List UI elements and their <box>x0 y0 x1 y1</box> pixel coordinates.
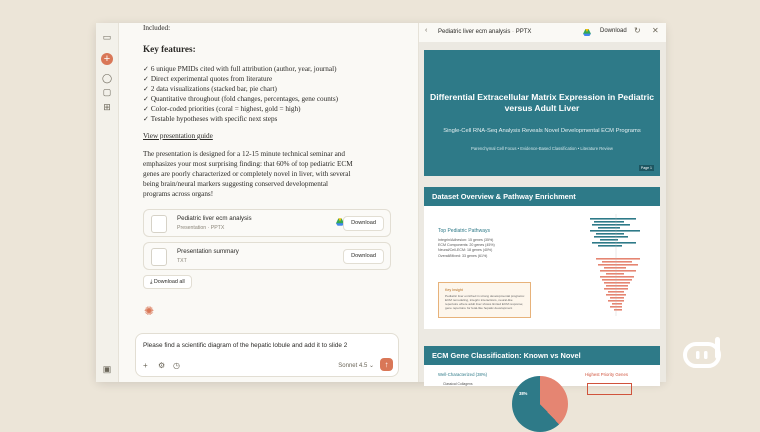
feature-item: ✓ 2 data visualizations (stacked bar, pie chart) <box>143 85 277 93</box>
feature-item: ✓ Direct experimental quotes from literature <box>143 75 273 83</box>
slide-3 <box>424 346 660 396</box>
file-icon <box>151 248 167 266</box>
feature-item: ✓ 6 unique PMIDs cited with full attribution (author, year, journal) <box>143 65 337 73</box>
sidebar-rail <box>96 23 119 382</box>
model-label: Sonnet 4.5 <box>338 363 368 369</box>
file-card-txt[interactable] <box>143 242 391 270</box>
feature-item: ✓ Color-coded priorities (coral = highest, gold = high) <box>143 105 301 113</box>
priority-genes-heading: Highest Priority Genes <box>585 372 628 377</box>
panel-file-type: PPTX <box>515 29 532 35</box>
feature-item: ✓ Testable hypotheses with specific next steps <box>143 115 278 123</box>
slide-1-meta: Parenchymal Cell Focus • Evidence-Based Classification • Literature Review <box>471 146 613 151</box>
panel-title: Pediatric liver ecm analysis · PPTX <box>438 29 532 35</box>
projects-icon[interactable]: ▢ <box>102 86 112 97</box>
features-list <box>143 64 338 124</box>
slides-scroll[interactable] <box>419 42 666 396</box>
history-icon[interactable]: ◷ <box>173 361 180 370</box>
slide-1-title: Differential Extracellular Matrix Expression in Pediatric versus Adult Liver <box>430 92 654 113</box>
send-button[interactable]: ↑ <box>380 358 393 371</box>
app-window <box>96 23 665 396</box>
key-insight-box <box>438 282 531 318</box>
chats-icon[interactable]: ◯ <box>101 72 113 83</box>
panel-header <box>419 23 666 43</box>
close-icon[interactable]: ✕ <box>652 26 659 35</box>
pie-label: 38% <box>519 391 528 396</box>
add-attachment-icon[interactable]: + <box>143 361 148 370</box>
file-name: Presentation summary <box>177 248 239 255</box>
chat-column <box>118 23 418 382</box>
slide-1 <box>424 50 660 176</box>
sidebar-toggle-icon[interactable]: ▭ <box>102 31 112 42</box>
download-button[interactable]: Download <box>343 216 384 231</box>
account-icon[interactable]: ▣ <box>102 363 112 374</box>
pathway-item: ECM Components: 20 genes (45%) <box>438 243 495 248</box>
classification-pie-chart <box>512 376 568 432</box>
key-features-heading: Key features: <box>143 44 196 54</box>
pathway-item: Overall/Mixed: 33 genes (61%) <box>438 253 488 258</box>
panel-title-text: Pediatric liver ecm analysis <box>438 29 511 35</box>
pathway-bar-chart <box>560 212 656 324</box>
tools-icon[interactable]: ⚙ <box>158 361 166 370</box>
refresh-icon[interactable]: ↻ <box>634 26 641 35</box>
download-all-button[interactable]: ⤓ Download all <box>143 275 192 289</box>
file-name: Pediatric liver ecm analysis <box>177 215 252 222</box>
slide-2-title: Dataset Overview & Pathway Enrichment <box>424 187 660 206</box>
priority-gene-box <box>587 383 632 395</box>
file-card-pptx[interactable] <box>143 209 391 237</box>
pathway-item: Neural/Cell-ECM: 18 genes (40%) <box>438 248 493 253</box>
bar-group-1 <box>590 218 640 247</box>
paragraph-line: being brain/neural markers suggesting conserved developmental <box>143 180 329 188</box>
artifact-panel <box>418 23 666 396</box>
gene-category-item: Classical Collagens <box>443 382 473 386</box>
slide-3-title: ECM Gene Classification: Known vs Novel <box>424 346 660 365</box>
paragraph-line: programs across organs! <box>143 190 214 198</box>
paragraph-line: emphasizes your most surprising finding: that 60% of top pediatric ECM <box>143 160 353 168</box>
intro-text: Included: <box>143 24 171 32</box>
artifacts-icon[interactable]: ⊞ <box>103 101 111 112</box>
message-input[interactable] <box>135 333 399 377</box>
back-chevron-icon[interactable]: ‹ <box>425 27 428 34</box>
bar-group-2 <box>596 258 640 311</box>
download-all-label: Download all <box>153 279 185 285</box>
presentation-guide-link[interactable]: View presentation guide <box>143 132 213 140</box>
panel-download-button[interactable]: Download <box>600 28 627 34</box>
message-text[interactable]: Please find a scientific diagram of the hepatic lobule and add it to slide 2 <box>143 342 348 349</box>
key-insight-title: Key Insight <box>445 288 463 292</box>
new-chat-icon[interactable]: + <box>101 53 113 65</box>
claude-spark-icon: ✺ <box>144 304 155 318</box>
file-meta: Presentation · PPTX <box>177 225 225 231</box>
pathways-list <box>438 238 495 259</box>
pathway-item: Integrin/Adhesion: 15 genes (35%) <box>438 238 494 242</box>
google-drive-icon[interactable] <box>583 29 591 36</box>
slide-1-page-number: Page 1 <box>640 166 652 170</box>
paragraph-line: genes are poorly characterized or completely novel in liver, with several <box>143 170 351 178</box>
key-insight-text: Pediatric liver enriched in strong developmental programs: ECM remodeling, integrin interactions, neural-like repertoire where adult liver shows limited ECM response; gene repertoire for fetal-like hepatic development <box>445 294 525 310</box>
pathways-title: Top Pediatric Pathways <box>438 228 490 234</box>
feature-item: ✓ Quantitative throughout (fold changes, percentages, gene counts) <box>143 95 339 103</box>
paragraph-line: The presentation is designed for a 12-15 minute technical seminar and <box>143 150 345 158</box>
slide-2 <box>424 187 660 329</box>
file-meta: TXT <box>177 258 187 264</box>
slide-1-subtitle: Single-Cell RNA-Seq Analysis Reveals Novel Developmental ECM Programs <box>443 128 641 134</box>
well-characterized-heading: Well-Characterized (38%) <box>438 372 488 377</box>
download-button[interactable]: Download <box>343 249 384 264</box>
model-selector[interactable]: Sonnet 4.5 ⌄ <box>338 363 374 369</box>
watermark-logo <box>682 334 724 376</box>
summary-paragraph <box>143 149 353 199</box>
file-icon <box>151 215 167 233</box>
